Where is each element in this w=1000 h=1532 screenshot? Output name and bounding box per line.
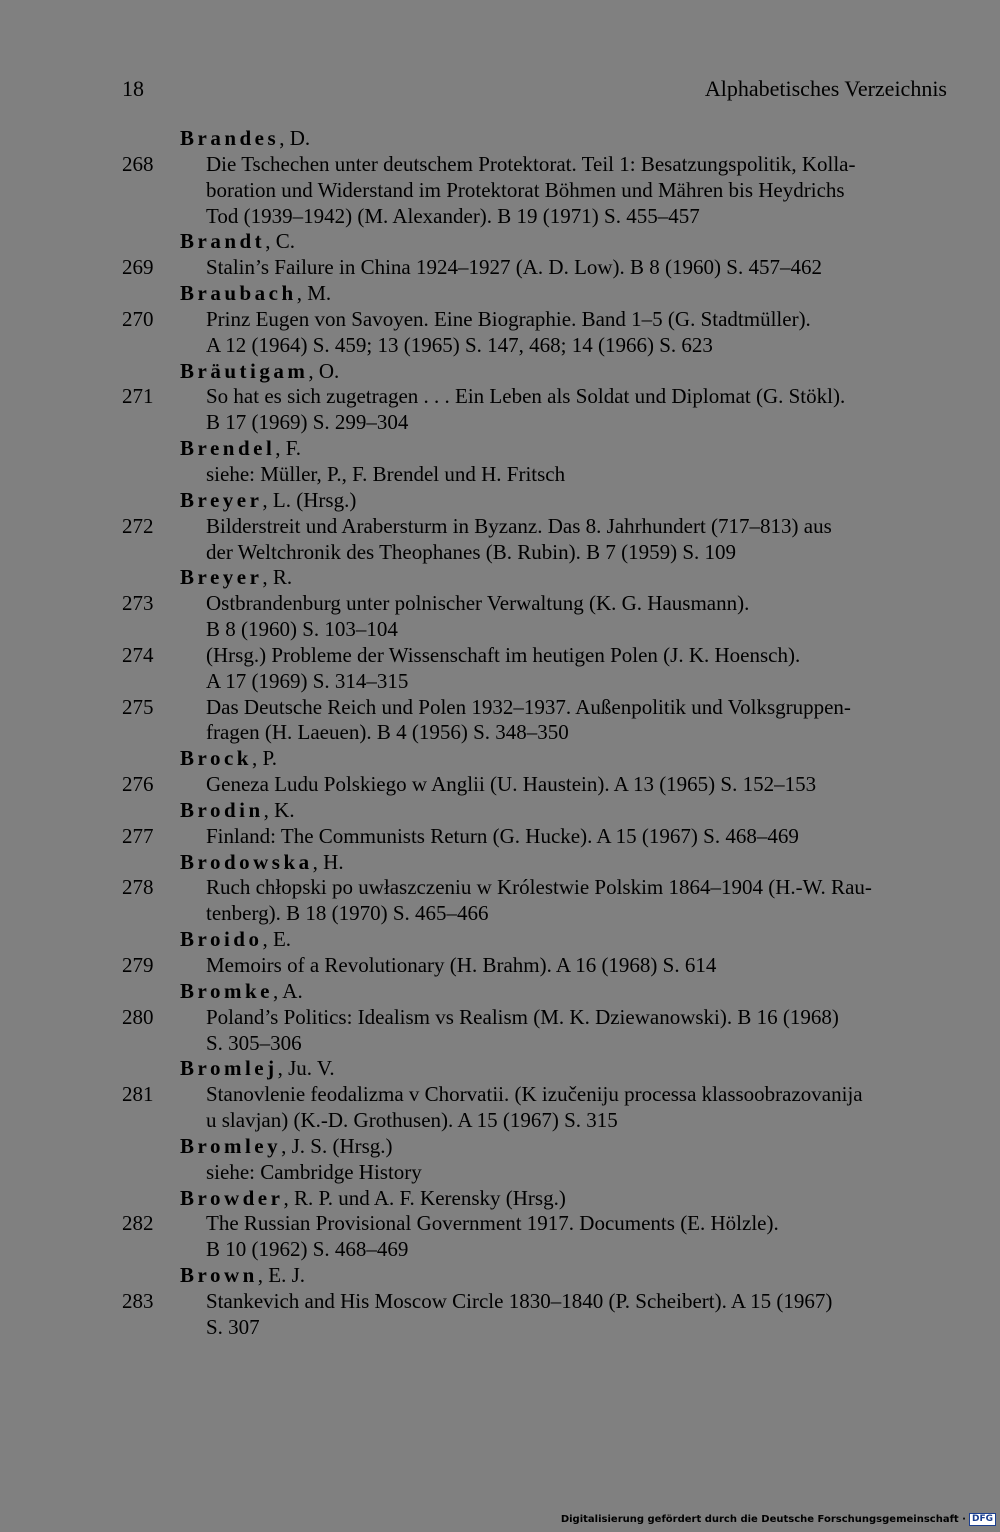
entry-line — [0, 1289, 1000, 1315]
entry-text: A 17 (1969) S. 314–315 — [206, 668, 409, 693]
entry-line — [0, 384, 1000, 410]
author-initials: , R. P. und A. F. Kerensky (Hrsg.) — [283, 1185, 566, 1210]
author-name: Bräutigam — [180, 358, 309, 383]
author-heading — [0, 359, 1000, 385]
author-initials: , J. S. (Hrsg.) — [281, 1133, 393, 1158]
author-heading — [0, 488, 1000, 514]
entry-number: 269 — [122, 255, 154, 280]
entry-line — [0, 152, 1000, 178]
author-heading — [0, 229, 1000, 255]
author-name: Braubach — [180, 281, 297, 306]
author-name: Breyer — [180, 565, 263, 590]
footer — [561, 1513, 996, 1526]
entry-line — [0, 824, 1000, 850]
author-heading — [0, 979, 1000, 1005]
entry-number: 279 — [122, 953, 154, 977]
entry-text: Prinz Eugen von Savoyen. Eine Biographie. Band 1–5 (G. Stadtmüller). — [206, 306, 811, 331]
entry-text: Stankevich and His Moscow Circle 1830–1840 (P. Scheibert). A 15 (1967) — [206, 1288, 833, 1313]
entry-text: Stanovlenie feodalizma v Chorvatii. (K izučeniju processa klassoobrazovanija — [206, 1082, 863, 1107]
author-heading — [0, 1186, 1000, 1212]
author-initials: , H. — [312, 849, 344, 874]
author-initials: , O. — [308, 358, 340, 383]
entry-text: der Weltchronik des Theophanes (B. Rubin). B 7 (1959) S. 109 — [206, 539, 737, 564]
author-name: Bromlej — [180, 1056, 278, 1081]
entry-line — [0, 772, 1000, 798]
entry-line — [0, 695, 1000, 721]
entry-line — [0, 901, 1000, 927]
entry-line — [0, 591, 1000, 617]
entry-number: 277 — [122, 823, 154, 848]
entry-text: (Hrsg.) Probleme der Wissenschaft im heutigen Polen (J. K. Hoensch). — [206, 642, 801, 667]
entry-text: Finland: The Communists Return (G. Hucke). A 15 (1967) S. 468–469 — [206, 823, 799, 848]
entry-line — [0, 1211, 1000, 1237]
author-heading — [0, 436, 1000, 462]
entry-number: 280 — [122, 1004, 154, 1029]
entry-number: 268 — [122, 151, 154, 176]
entry-text: siehe: Cambridge History — [206, 1159, 422, 1184]
entry-number: 273 — [122, 591, 154, 616]
entry-text: Die Tschechen unter deutschem Protektorat. Teil 1: Besatzungspolitik, Kolla- — [206, 151, 856, 176]
entry-text: Ostbrandenburg unter polnischer Verwaltung (K. G. Hausmann). — [206, 591, 750, 616]
entry-text: boration und Widerstand im Protektorat Böhmen und Mähren bis Heydrichs — [206, 177, 845, 202]
author-name: Breyer — [180, 487, 263, 512]
entry-text: siehe: Müller, P., F. Brendel und H. Fritsch — [206, 461, 566, 486]
author-initials: , E. — [262, 927, 292, 952]
entry-line — [0, 1160, 1000, 1186]
author-initials: , Ju. V. — [277, 1056, 335, 1081]
author-name: Brodin — [180, 797, 264, 822]
author-name: Bromke — [180, 978, 273, 1003]
entry-text: u slavjan) (K.-D. Grothusen). A 15 (1967) S. 315 — [206, 1108, 618, 1133]
entry-line — [0, 410, 1000, 436]
author-initials: , L. (Hrsg.) — [262, 487, 357, 512]
entry-text: Das Deutsche Reich und Polen 1932–1937. Außenpolitik und Volksgruppen- — [206, 694, 851, 719]
author-name: Brodowska — [180, 849, 313, 874]
entry-line — [0, 204, 1000, 230]
author-name: Brown — [180, 1263, 258, 1288]
entry-text: A 12 (1964) S. 459; 13 (1965) S. 147, 468; 14 (1966) S. 623 — [206, 332, 713, 357]
entry-line — [0, 617, 1000, 643]
entry-text: Ruch chłopski po uwłaszczeniu w Królestwie Polskim 1864–1904 (H.-W. Rau- — [206, 875, 872, 900]
entry-number: 274 — [122, 642, 154, 667]
author-initials: , K. — [263, 797, 295, 822]
entry-text: Geneza Ludu Polskiego w Anglii (U. Haustein). A 13 (1965) S. 152–153 — [206, 772, 817, 797]
entry-text: Tod (1939–1942) (M. Alexander). B 19 (1971) S. 455–457 — [206, 203, 700, 228]
entry-line — [0, 540, 1000, 566]
author-heading — [0, 1056, 1000, 1082]
entry-text: B 17 (1969) S. 299–304 — [206, 410, 409, 435]
author-heading — [0, 746, 1000, 772]
entry-text: Memoirs of a Revolutionary (H. Brahm). A 16 (1968) S. 614 — [206, 953, 717, 977]
entry-number: 271 — [122, 384, 154, 409]
entry-text: S. 307 — [206, 1314, 260, 1339]
section-title: Alphabetisches Verzeichnis — [704, 76, 947, 101]
entry-number: 278 — [122, 875, 154, 900]
index-entries — [0, 126, 1000, 1341]
author-heading — [0, 1134, 1000, 1160]
author-initials: , F. — [275, 436, 302, 461]
author-name: Browder — [180, 1185, 284, 1210]
author-name: Brock — [180, 746, 252, 771]
author-name: Brendel — [180, 436, 276, 461]
entry-line — [0, 1005, 1000, 1031]
entry-number: 272 — [122, 513, 154, 538]
author-initials: , E. J. — [257, 1263, 306, 1288]
entry-line — [0, 255, 1000, 281]
entry-line — [0, 669, 1000, 695]
entry-text: The Russian Provisional Government 1917. Documents (E. Hölzle). — [206, 1211, 779, 1236]
entry-line — [0, 1082, 1000, 1108]
entry-number: 276 — [122, 772, 154, 797]
author-initials: , R. — [262, 565, 293, 590]
entry-line — [0, 720, 1000, 746]
entry-line — [0, 333, 1000, 359]
entry-number: 281 — [122, 1082, 154, 1107]
entry-line — [0, 875, 1000, 901]
author-heading — [0, 798, 1000, 824]
entry-text: Bilderstreit und Arabersturm in Byzanz. Das 8. Jahrhundert (717–813) aus — [206, 513, 832, 538]
author-name: Brandt — [180, 229, 266, 254]
entry-line — [0, 307, 1000, 333]
author-name: Brandes — [180, 126, 280, 150]
entry-text: Stalin’s Failure in China 1924–1927 (A. D. Low). B 8 (1960) S. 457–462 — [206, 255, 822, 280]
author-initials: , M. — [296, 281, 332, 306]
page-number: 18 — [122, 76, 144, 101]
entry-number: 283 — [122, 1288, 154, 1313]
entry-line — [0, 462, 1000, 488]
entry-number: 275 — [122, 694, 154, 719]
author-heading — [0, 281, 1000, 307]
entry-number: 282 — [122, 1211, 154, 1236]
entry-text: So hat es sich zugetragen . . . Ein Leben als Soldat und Diplomat (G. Stökl). — [206, 384, 846, 409]
author-name: Broido — [180, 927, 263, 952]
author-initials: , A. — [272, 978, 303, 1003]
author-name: Bromley — [180, 1133, 282, 1158]
entry-text: Poland’s Politics: Idealism vs Realism (M. K. Dziewanowski). B 16 (1968) — [206, 1004, 839, 1029]
entry-line — [0, 1108, 1000, 1134]
entry-line — [0, 1237, 1000, 1263]
author-initials: , D. — [279, 126, 311, 150]
author-heading — [0, 850, 1000, 876]
entry-line — [0, 643, 1000, 669]
entry-line — [0, 178, 1000, 204]
entry-text: B 8 (1960) S. 103–104 — [206, 617, 398, 642]
footer-text: Digitalisierung gefördert durch die Deutsche Forschungsgemeinschaft · — [560, 1514, 966, 1525]
author-heading — [0, 126, 1000, 152]
entry-line — [0, 1031, 1000, 1057]
entry-text: tenberg). B 18 (1970) S. 465–466 — [206, 901, 489, 926]
author-heading — [0, 1263, 1000, 1289]
author-initials: , C. — [265, 229, 295, 254]
entry-text: fragen (H. Laeuen). B 4 (1956) S. 348–350 — [206, 720, 569, 745]
dfg-logo-icon: DFG — [969, 1513, 996, 1526]
entry-number: 270 — [122, 306, 154, 331]
entry-text: S. 305–306 — [206, 1030, 302, 1055]
entry-line — [0, 953, 1000, 979]
author-heading — [0, 565, 1000, 591]
author-initials: , P. — [251, 746, 278, 771]
entry-text: B 10 (1962) S. 468–469 — [206, 1237, 409, 1262]
author-heading — [0, 927, 1000, 953]
entry-line — [0, 514, 1000, 540]
entry-line — [0, 1315, 1000, 1341]
